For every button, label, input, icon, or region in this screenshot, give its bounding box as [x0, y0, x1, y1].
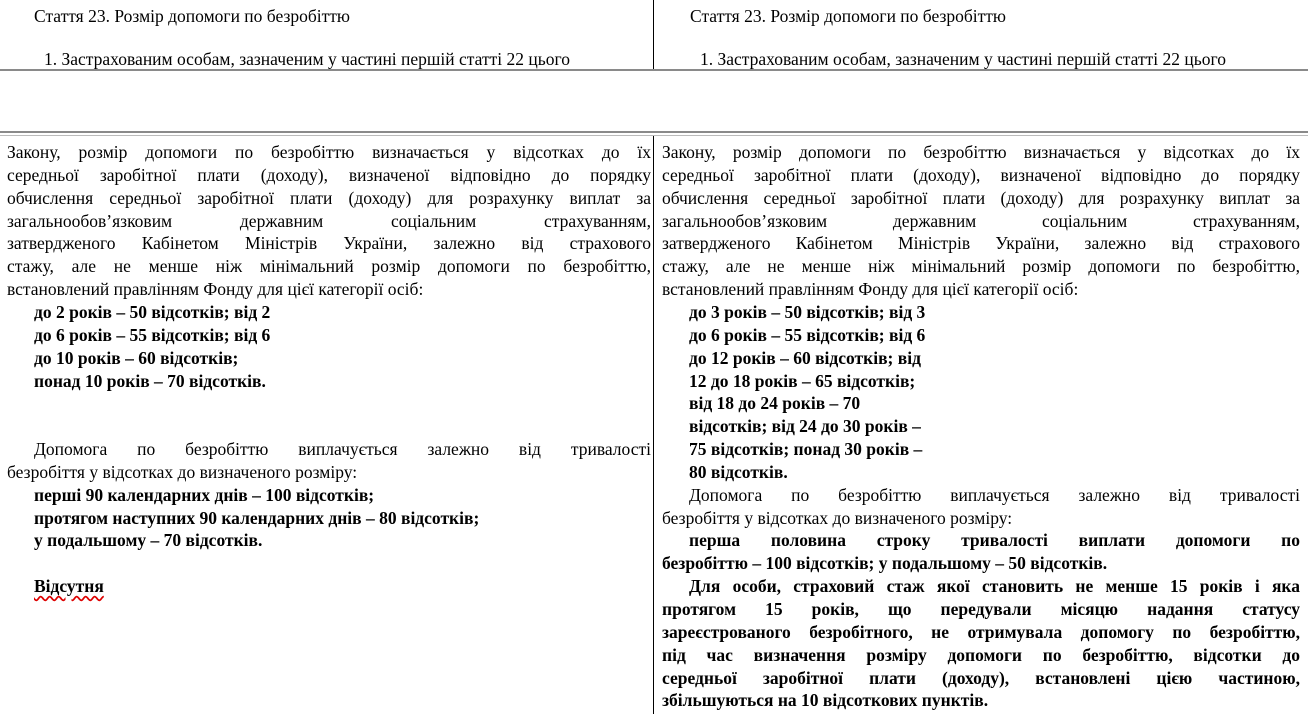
text-line: [7, 232, 651, 255]
text-line-content: стажу, але не менше ніж мінімальний розмір допомоги по безробіттю,: [7, 256, 651, 277]
text-line-content: протягом 15 років, що передували місяцю надання статусу: [662, 599, 1300, 619]
text-line-content: зареєстрованого безробітного, не отримувала допомогу по безробіттю,: [662, 621, 1300, 642]
text-line: [7, 164, 651, 187]
text-line: [7, 210, 651, 233]
text-line-content: 12 до 18 років – 65 відсотків;: [689, 370, 916, 391]
text-line-content: протягом наступних 90 календарних днів – 80 відсотків;: [34, 507, 480, 528]
text-line-content: безробіттю – 100 відсотків; у подальшому – 50 відсотків.: [662, 553, 1108, 574]
text-line-content: Для особи, страховий стаж якої становить не менше 15 років і яка: [689, 576, 1300, 597]
text-line: [662, 164, 1300, 187]
text-line-content: затвердженого Кабінетом Міністрів України, залежно від страхового: [7, 233, 651, 254]
text-line-content: до 10 років – 60 відсотків;: [34, 347, 239, 368]
text-line: [34, 438, 651, 461]
text-line: [689, 529, 1300, 552]
text-line: [689, 484, 1300, 507]
text-line-content: середньої заробітної плати (доходу), визначеної відповідно до порядку: [662, 164, 1300, 185]
text-line-content: встановлений правлінням Фонду для цієї категорії осіб:: [662, 279, 1079, 300]
text-line: [34, 324, 270, 347]
page-break-line: [0, 69, 1308, 71]
text-line: [7, 141, 651, 164]
column-divider: [653, 0, 654, 70]
text-line-content: понад 10 років – 70 відсотків.: [34, 370, 266, 391]
text-line: [7, 187, 651, 210]
text-line-content: до 2 років – 50 відсотків; від 2: [34, 301, 271, 322]
text-line: [662, 621, 1300, 644]
text-line: [7, 278, 423, 301]
text-line-content: у подальшому – 70 відсотків.: [34, 530, 263, 551]
text-line-content: встановлений правлінням Фонду для цієї категорії осіб:: [7, 279, 424, 300]
text-line: [662, 667, 1300, 690]
text-line: [7, 255, 651, 278]
text-line: [689, 575, 1300, 598]
text-line: [34, 484, 374, 507]
text-line: [662, 598, 1300, 621]
text-line-content: середньої заробітної плати (доходу), визначеної відповідно до порядку: [7, 164, 651, 185]
text-line: [34, 529, 262, 552]
text-line-content: безробіття у відсотках до визначеного розміру:: [662, 507, 1013, 528]
text-line: [662, 255, 1300, 278]
text-line-content: 75 відсотків; понад 30 років –: [689, 439, 923, 460]
text-line: [34, 347, 238, 370]
text-line-content: до 12 років – 60 відсотків; від: [689, 347, 921, 368]
text-line: [662, 210, 1300, 233]
column-divider: [653, 136, 654, 714]
text-line: [689, 347, 921, 370]
text-line-content: стажу, але не менше ніж мінімальний розмір допомоги по безробіттю,: [662, 256, 1300, 277]
text-line: [7, 461, 357, 484]
text-line-content: до 6 років – 55 відсотків; від 6: [34, 324, 271, 345]
text-line-content: Допомога по безробіттю виплачується залежно від тривалості: [689, 484, 1300, 505]
left-first-line: 1. Застрахованим особам, зазначеним у частині першій статті 22 цього: [44, 49, 570, 69]
text-line: [689, 415, 921, 438]
text-line-content: перші 90 календарних днів – 100 відсотків;: [34, 484, 375, 505]
text-line: [689, 392, 860, 415]
text-line-content: відсотків; від 24 до 30 років –: [689, 416, 921, 437]
text-line-content: загальнообов’язковим державним соціальним страхуванням,: [7, 210, 651, 231]
text-line: [662, 507, 1012, 530]
text-line-content: від 18 до 24 років – 70: [689, 393, 861, 414]
text-line: [662, 689, 988, 712]
text-line: [662, 552, 1107, 575]
text-line: [689, 324, 925, 347]
text-line: [662, 278, 1078, 301]
page-top-border: [0, 131, 1308, 133]
text-line-content: обчислення середньої заробітної плати (доходу) для розрахунку виплат за: [7, 187, 651, 208]
text-line: [689, 301, 925, 324]
text-line-content: затвердженого Кабінетом Міністрів України, залежно від страхового: [662, 233, 1300, 254]
text-line-content: збільшуються на 10 відсоткових пунктів.: [662, 690, 989, 711]
text-line: [689, 438, 922, 461]
text-line-content: 80 відсотків.: [689, 461, 788, 482]
text-line-content: під час визначення розміру допомоги по безробіттю, відсотки до: [662, 644, 1300, 665]
right-article-heading: Стаття 23. Розмір допомоги по безробіттю: [690, 6, 1006, 26]
text-line-content: Допомога по безробіттю виплачується залежно від тривалості: [34, 439, 651, 460]
text-line: [662, 187, 1300, 210]
text-line-content: загальнообов’язковим державним соціальним страхуванням,: [662, 210, 1300, 231]
text-line-content: безробіття у відсотках до визначеного розміру:: [7, 461, 358, 482]
text-line-content: до 6 років – 55 відсотків; від 6: [689, 324, 926, 345]
page-top-border-inner: [0, 135, 1308, 136]
text-line-content: Закону, розмір допомоги по безробіттю визначається у відсотках до їх: [662, 142, 1300, 162]
absent-label: Відсутня: [34, 576, 104, 597]
left-article-heading: Стаття 23. Розмір допомоги по безробіттю: [34, 6, 350, 26]
text-line: [34, 370, 266, 393]
text-line: [662, 141, 1300, 164]
text-line: [34, 507, 479, 530]
text-line: [34, 575, 104, 598]
text-line: [689, 461, 788, 484]
text-line: [662, 232, 1300, 255]
text-line: [34, 301, 270, 324]
right-first-line: 1. Застрахованим особам, зазначеним у частині першій статті 22 цього: [700, 49, 1226, 69]
text-line-content: до 3 років – 50 відсотків; від 3: [689, 301, 926, 322]
text-line: [689, 370, 915, 393]
text-line-content: середньої заробітної плати (доходу), встановлені цією частиною,: [662, 667, 1300, 688]
text-line-content: перша половина строку тривалості виплати допомоги по: [689, 530, 1300, 551]
text-line: [662, 644, 1300, 667]
text-line-content: Закону, розмір допомоги по безробіттю визначається у відсотках до їх: [7, 142, 651, 162]
text-line-content: обчислення середньої заробітної плати (доходу) для розрахунку виплат за: [662, 187, 1300, 208]
